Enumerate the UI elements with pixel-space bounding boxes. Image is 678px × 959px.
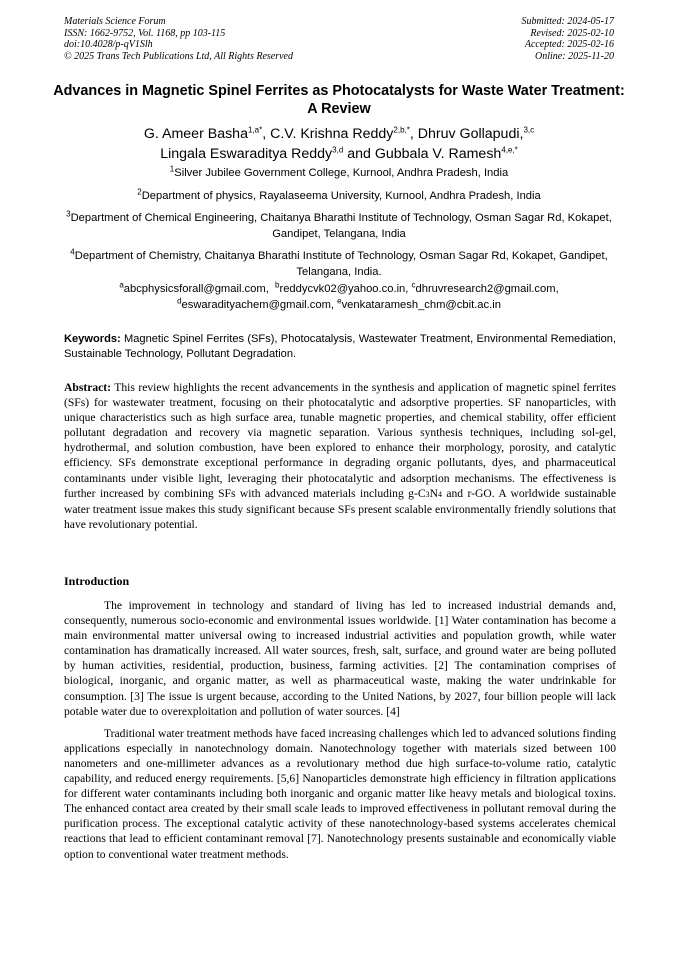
copyright-line: © 2025 Trans Tech Publications Ltd, All Rights Reserved — [64, 50, 293, 62]
affiliation — [60, 166, 618, 182]
accepted-date: Accepted: 2025-02-16 — [524, 39, 614, 50]
affiliation-number: 3 — [66, 209, 71, 219]
author-affiliation-mark: 4,e,* — [501, 145, 518, 155]
formula-subscript: 4 — [437, 489, 442, 499]
email-mark: b — [275, 280, 280, 290]
email-link[interactable]: dhruvresearch2@gmail.com, — [415, 283, 559, 295]
doi-line[interactable]: doi:10.4028/p-qV1Slh — [64, 39, 153, 50]
affiliation-number: 1 — [169, 164, 175, 174]
affiliation-number: 2 — [137, 187, 142, 197]
author-name: Dhruv Gollapudi, — [417, 126, 524, 142]
email-link[interactable]: abcphysicsforall@gmail.com, — [123, 283, 269, 295]
journal-name: Materials Science Forum — [64, 16, 166, 27]
affiliation-text: Department of Chemical Engineering, Chaitanya Bharathi Institute of Technology, Osman Sagar Rd, Kokapet, Gandipet, Telangana, India — [70, 212, 612, 240]
author-affiliation-mark: 1,a* — [247, 125, 263, 135]
section-heading: Introduction — [64, 574, 130, 588]
issn-line: ISSN: 1662-9752, Vol. 1168, pp 103-115 — [64, 27, 226, 39]
introduction-body — [64, 598, 616, 862]
email-mark: a — [119, 280, 124, 290]
paper-title: Advances in Magnetic Spinel Ferrites as Photocatalysts for Waste Water Treatment: A Review — [53, 83, 625, 117]
email-list — [60, 282, 618, 313]
author-name: G. Ameer Basha — [143, 126, 248, 142]
keywords-label: Keywords: — [64, 333, 121, 345]
paragraph: The improvement in technology and standard of living has led to increased industrial demands and, consequently, numerous socio-economic and environmental issues worldwide. [1] Water contamination has become a main environmental matter universal owing to increased industrial activities and population growth, while water contamination has dramatically increased. All water sources, fresh, salt, surface, and ground water are being polluted by human activities, residential, production, business, farming activities. [2] The contamination comprises of biological, inorganic, and organic matter, as well as pharmaceutical waste, making the water undrinkable for consumption. [3] The issue is urgent because, according to the United Nations, by 2027, four billion people will lack potable water due to overexploitation and pollution of water sources. [4] — [64, 599, 616, 718]
email-mark: d — [177, 295, 182, 305]
abstract — [64, 380, 616, 532]
journal-info — [64, 16, 293, 62]
email-link[interactable]: reddycvk02@yahoo.co.in, — [279, 283, 409, 295]
affiliation-text: Silver Jubilee Government College, Kurnool, Andhra Pradesh, India — [174, 167, 509, 179]
author-name: Gubbala V. Ramesh — [374, 146, 502, 162]
author-name: Lingala Eswaraditya Reddy — [160, 146, 333, 162]
publication-dates — [522, 16, 615, 62]
author-conjunction: and — [347, 146, 371, 162]
email-mark: c — [411, 280, 416, 290]
keywords — [64, 332, 616, 362]
email-link[interactable]: venkataramesh_chm@cbit.ac.in — [341, 298, 501, 311]
email-link[interactable]: eswaradityachem@gmail.com, — [181, 298, 335, 311]
abstract-text: This review highlights the recent advancements in the synthesis and application of magnetic spinel ferrites (SFs) for wastewater treatment, focusing on their photocatalytic and adsorptive properties. SF nanoparticles, with unique characteristics such as high surface area, tunable magnetic properties, and chemical stability, offer efficient pollutant degradation and recovery via magnetic separation. Various synthesis techniques, including sol-gel, hydrothermal, and solution combustion, have been explored to enhance their morphology, porosity, and catalytic efficiency. SFs demonstrate exceptional performance in degrading organic pollutants, dyes, and pharmaceutical contaminants under visible light, leveraging their photocatalytic and adsorption mechanisms. The effectiveness is further increased by combining SFs with advanced materials including g-C — [64, 381, 616, 500]
formula-subscript: 3 — [425, 489, 430, 499]
keywords-text: Magnetic Spinel Ferrites (SFs), Photocatalysis, Wastewater Treatment, Environmental Remediation, Sustainable Technology, Pollutant Degradation. — [64, 333, 616, 360]
abstract-label: Abstract: — [64, 381, 112, 394]
paragraph: Traditional water treatment methods have faced increasing challenges which led to advanced solutions finding applications especially in nanotechnology domain. Nanotechnology together with materials sized between 100 nanometers and one-millimeter advances as a revolutionary method due high surface-to-volume ratio, catalytic capability, and reduced energy requirements. [5,6] Nanoparticles demonstrate high efficiency in filtration applications for different water contaminants including both inorganic and organic matter like heavy metals and biological toxins. The enhanced contact area created by their small scale leads to improved effectiveness in pollutant removal during the purification process. The exceptional catalytic activity of these nanotechnology-based systems accelerates chemical reactions that lead to efficient contaminant removal [7]. Nanotechnology presents sustainable and economically viable option to conventional water treatment methods. — [64, 726, 616, 861]
abstract-text: and r-GO. A worldwide sustainable water treatment issue makes this study significant because SFs present scalable environmentally friendly solutions that have revolutionary potential. — [64, 486, 616, 531]
author-affiliation-mark: 2,b,* — [393, 125, 410, 135]
formula-element: N — [429, 486, 438, 500]
affiliation — [60, 249, 618, 280]
author-affiliation-mark: 3,d — [332, 145, 344, 155]
affiliation — [60, 189, 618, 205]
email-mark: e — [337, 295, 342, 305]
affiliation — [60, 211, 618, 242]
submitted-date: Submitted: 2024-05-17 — [521, 16, 614, 27]
revised-date: Revised: 2025-02-10 — [530, 27, 614, 39]
affiliation-number: 4 — [70, 247, 75, 257]
affiliation-text: Department of Chemistry, Chaitanya Bharathi Institute of Technology, Osman Sagar Rd, Kokapet, Gandipet, Telangana, India. — [74, 250, 608, 278]
author-affiliation-mark: 3,c — [523, 125, 535, 135]
online-date: Online: 2025-11-20 — [535, 50, 614, 62]
affiliation-text: Department of physics, Rayalaseema University, Kurnool, Andhra Pradesh, India — [141, 190, 541, 202]
author-list: G. Ameer Basha$^{1,a*}$, C.V. Krishna Reddy$^{2,b,*}$, Dhruv Gollapudi,$^{3,c}$ Lingala Eswaraditya Reddy$^{3,d}$ and Gubbala V. Ramesh$^{4,e,*}$ — [143, 125, 535, 162]
author-name: C.V. Krishna Reddy — [270, 126, 394, 142]
